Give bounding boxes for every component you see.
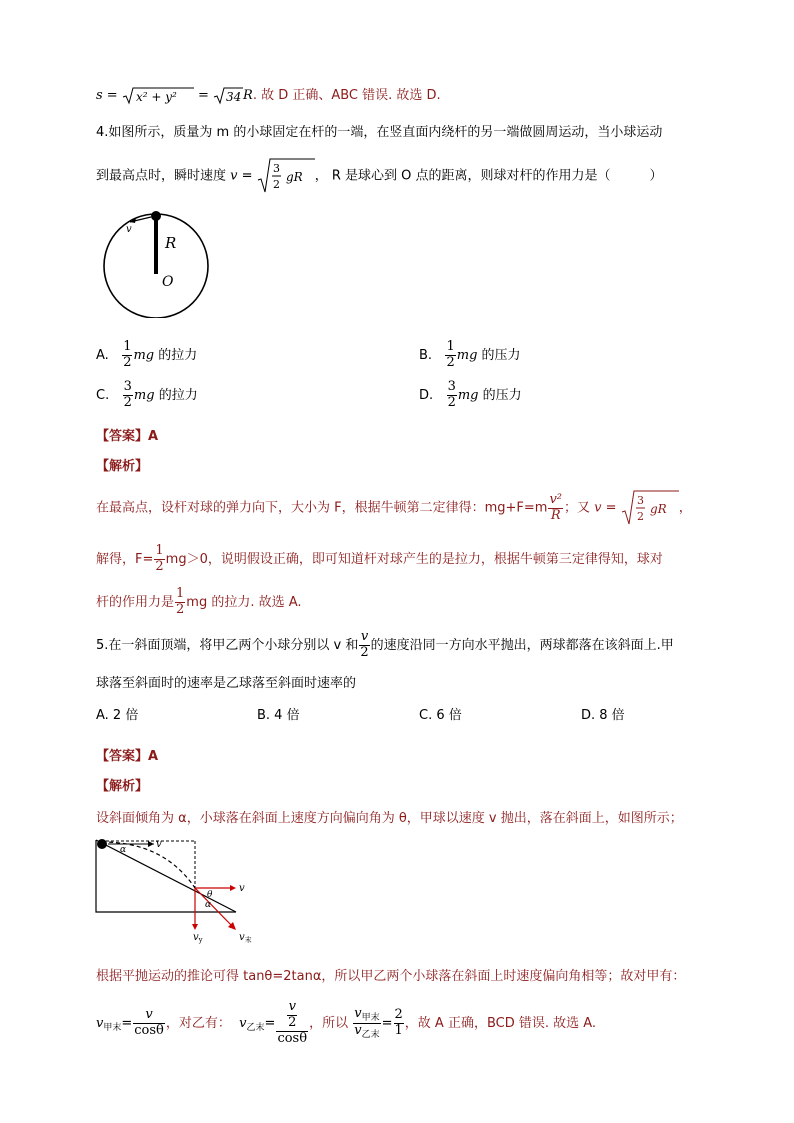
sqrt-3-2-gR-analysis: [621, 490, 679, 526]
q4-analysis-line2: 解得，F= $\frac{1}{2}$ mg＞0，说明假设正确，即可知道杆对球产生的是拉力，根据牛顿第三定律得知，球对: [96, 543, 663, 574]
q5-option-b[interactable]: B. 4 倍: [257, 708, 300, 723]
svg-text:α: α: [205, 900, 212, 910]
q4-analysis-line3: 杆的作用力是 $\frac{1}{2}$ mg 的拉力. 故选 A.: [96, 586, 302, 617]
svg-text:θ: θ: [207, 890, 213, 900]
svg-text:v: v: [156, 839, 162, 850]
svg-text:34: 34: [226, 89, 242, 104]
q4-answer: 【答案】A: [96, 429, 159, 444]
formula-s: s = x² + y² = 34 R: [96, 88, 253, 104]
sqrt-symbol: [122, 87, 194, 105]
label-O: O: [162, 274, 174, 290]
svg-text:α: α: [120, 845, 127, 855]
q4-analysis-line1: 在最高点，设杆对球的弹力向下，大小为 F，根据牛顿第二定律得：mg+F=m $\frac{\text{v²}}{R}$ ；又 v = 3 2 gR ，: [96, 490, 692, 526]
ball: [151, 211, 161, 221]
q5-incline-figure: [94, 836, 274, 946]
trajectory: [102, 842, 195, 888]
q4-option-d[interactable]: D. $\frac{3}{2}$ mg 的压力: [419, 379, 522, 410]
top-formula-line: [96, 84, 441, 105]
q5-option-a[interactable]: A. 2 倍: [96, 708, 139, 723]
svg-text:gR: gR: [285, 170, 303, 184]
q4-analysis-head: 【解析】: [96, 459, 149, 474]
q5-text-line1: 5.在一斜面顶端，将甲乙两个小球分别以 v 和 $\frac{v}{2}$ 的速度沿同一方向水平抛出，两球都落在该斜面上.甲: [96, 629, 674, 660]
ball: [97, 839, 107, 849]
svg-text:2: 2: [272, 178, 280, 191]
svg-text:gR: gR: [649, 502, 667, 516]
incline-surface: [96, 840, 236, 912]
q5-analysis-line1: 设斜面倾角为 α，小球落在斜面上速度方向偏向角为 θ，甲球以速度 v 抛出，落在斜面上，如图所示；: [96, 811, 683, 826]
q5-analysis-line2: 根据平抛运动的推论可得 tanθ=2tanα，所以甲乙两个小球落在斜面上时速度偏向角相等；故对甲有：: [96, 969, 686, 984]
q4-option-b[interactable]: B. $\frac{1}{2}$ mg 的压力: [419, 339, 521, 370]
svg-text:v: v: [239, 883, 245, 894]
svg-text:2: 2: [636, 510, 644, 523]
svg-text:x² + y²: x² + y²: [135, 89, 177, 104]
q4-option-c[interactable]: C. $\frac{3}{2}$ mg 的拉力: [96, 379, 198, 410]
label-v: v: [126, 224, 132, 235]
q5-option-c[interactable]: C. 6 倍: [419, 708, 462, 723]
top-line-conclusion: . 故 D 正确、ABC 错误. 故选 D.: [252, 88, 441, 103]
q5-analysis-line3: $v_{甲末}=$ $\frac{v}{\cos\theta}$ ，对乙有： $v_{乙末}=$ $\frac{\frac{v}{2}}{\cos\theta}$ ，所以 $\frac{v_{甲末}}{v_{乙末}}$ = $\frac{2}{1}$ ，故 A 正确，BCD 错误. 故选 A.: [96, 999, 597, 1046]
q4-text-line2: 到最高点时，瞬时速度 v = 3 2 gR ， R 是球心到 O 点的距离，则球对杆的作用力是（ ）: [96, 158, 663, 194]
svg-text:vy: $v_y$: [193, 932, 203, 944]
label-R: R: [165, 234, 177, 252]
q5-answer: 【答案】A: [96, 749, 159, 764]
svg-text:3: 3: [636, 494, 644, 507]
q5-option-d[interactable]: D. 8 倍: [581, 708, 625, 723]
q5-analysis-head: 【解析】: [96, 779, 149, 794]
sqrt-3-2-gR: [257, 158, 315, 194]
q5-text-line2: 球落至斜面时的速率是乙球落至斜面时速率的: [96, 676, 357, 691]
q4-text-line1: 4.如图所示，质量为 m 的小球固定在杆的一端，在竖直面内绕杆的另一端做圆周运动，当小球运动: [96, 125, 663, 140]
q4-option-a[interactable]: A. $\frac{1}{2}$ mg 的拉力: [96, 339, 198, 370]
svg-text:3: 3: [272, 162, 280, 175]
q4-circle-figure: [98, 208, 216, 318]
svg-text:v末: $v_末$: [239, 932, 252, 944]
